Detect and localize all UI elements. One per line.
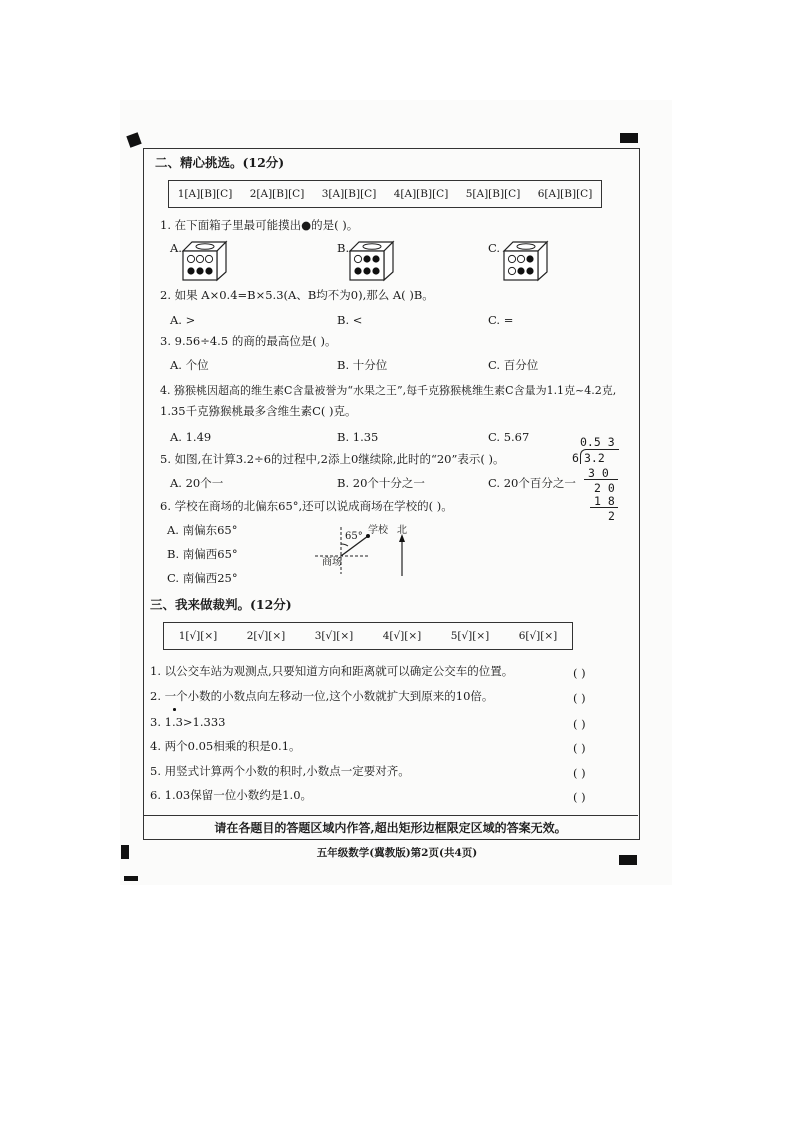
answer-choice-2[interactable]: 2[A][B][C] [249,188,305,200]
q4-option-c: C. 5.67 [488,430,530,444]
diagram-north-label: 北 [397,525,407,536]
repeating-decimal-dot [173,708,176,711]
judge-item-2: 2. 一个小数的小数点向左移动一位,这个小数就扩大到原来的10倍。 [150,689,494,703]
division-row2: 2 0 [594,481,615,495]
judge-choice-6[interactable]: 6[√][×] [518,630,558,642]
answer-choice-1[interactable]: 1[A][B][C] [177,188,233,200]
judge-item-5: 5. 用竖式计算两个小数的积时,小数点一定要对齐。 [150,764,410,778]
q3-stem: 3. 9.56÷4.5 的商的最高位是( )。 [160,334,337,348]
diagram-school-label: 学校 [368,525,388,536]
q2-option-c: C. = [488,313,514,327]
box-a-figure [180,240,228,282]
box-c-figure [501,240,549,282]
q3-option-a: A. 个位 [170,358,209,372]
q4-stem-line1: 4. 猕猴桃因超高的维生素C含量被誉为“水果之王”,每千克猕猴桃维生素C含量为1.1克~4.2克, [160,384,617,397]
judge-choice-4[interactable]: 4[√][×] [382,630,422,642]
registration-mark-bottom-left-2 [124,876,138,881]
q5-option-c: C. 20个百分之一 [488,476,576,490]
q5-option-b: B. 20个十分之一 [337,476,425,490]
q2-option-a: A. > [170,313,196,327]
judge-item-3: 3. 1.3>1.333 [150,715,226,729]
answer-choice-5[interactable]: 5[A][B][C] [465,188,521,200]
box-b-figure [347,240,395,282]
q6-option-a: A. 南偏东65° [167,523,238,537]
q3-option-b: B. 十分位 [337,358,388,372]
judge-choice-5[interactable]: 5[√][×] [450,630,490,642]
answer-choice-4[interactable]: 4[A][B][C] [393,188,449,200]
division-dividend: 3.2 [584,451,605,465]
judge-paren-2[interactable]: ( ) [573,691,586,705]
q1-option-a: A. [170,241,182,255]
q2-option-b: B. < [337,313,363,327]
judge-paren-4[interactable]: ( ) [573,741,586,755]
page-footer: 五年级数学(冀教版)第2页(共4页) [316,847,478,859]
q6-option-c: C. 南偏西25° [167,571,238,585]
division-row3: 1 8 [594,494,615,508]
judge-item-1: 1. 以公交车站为观测点,只要知道方向和距离就可以确定公交车的位置。 [150,664,514,678]
division-row4: 2 [608,509,615,523]
section3-title: 三、我来做裁判。(12分) [150,597,292,612]
judge-paren-5[interactable]: ( ) [573,766,586,780]
judge-paren-6[interactable]: ( ) [573,790,586,804]
q2-stem: 2. 如果 A×0.4=B×5.3(A、B均不为0),那么 A( )B。 [160,288,434,302]
judge-paren-1[interactable]: ( ) [573,666,586,680]
diagram-angle-label: 65° [345,531,363,542]
q5-stem: 5. 如图,在计算3.2÷6的过程中,2添上0继续除,此时的“20”表示( )。 [160,452,505,466]
judge-choice-2[interactable]: 2[√][×] [246,630,286,642]
division-row1: 3 0 [588,466,609,480]
judge-item-4: 4. 两个0.05相乘的积是0.1。 [150,739,301,753]
q1-stem: 1. 在下面箱子里最可能摸出●的是( )。 [160,218,359,232]
diagram-mall-label: 商场 [322,557,342,568]
answer-area-notice: 请在各题目的答题区域内作答,超出矩形边框限定区域的答案无效。 [143,815,638,838]
section3-answer-sheet [163,622,573,650]
section2-title: 二、精心挑选。(12分) [155,155,285,170]
judge-item-6: 6. 1.03保留一位小数约是1.0。 [150,788,313,802]
answer-choice-6[interactable]: 6[A][B][C] [537,188,593,200]
registration-mark-top-right [620,133,638,143]
q3-option-c: C. 百分位 [488,358,539,372]
q4-option-b: B. 1.35 [337,430,379,444]
answer-choice-3[interactable]: 3[A][B][C] [321,188,377,200]
division-line1 [584,479,618,480]
division-quotient: 0.5 3 [580,435,615,449]
section2-answer-sheet [168,180,602,208]
q6-stem: 6. 学校在商场的北偏东65°,还可以说成商场在学校的( )。 [160,499,453,513]
q5-option-a: A. 20个一 [170,476,224,490]
q1-option-c: C. [488,241,501,255]
q6-option-b: B. 南偏西65° [167,547,238,561]
q4-stem-line2: 1.35千克猕猴桃最多含维生素C( )克。 [160,404,357,418]
division-line2 [590,507,618,508]
q1-option-b: B. [337,241,350,255]
judge-choice-1[interactable]: 1[√][×] [178,630,218,642]
judge-paren-3[interactable]: ( ) [573,717,586,731]
division-divisor: 6 [572,451,579,465]
long-division-figure [572,432,632,522]
q4-option-a: A. 1.49 [170,430,212,444]
judge-choice-3[interactable]: 3[√][×] [314,630,354,642]
